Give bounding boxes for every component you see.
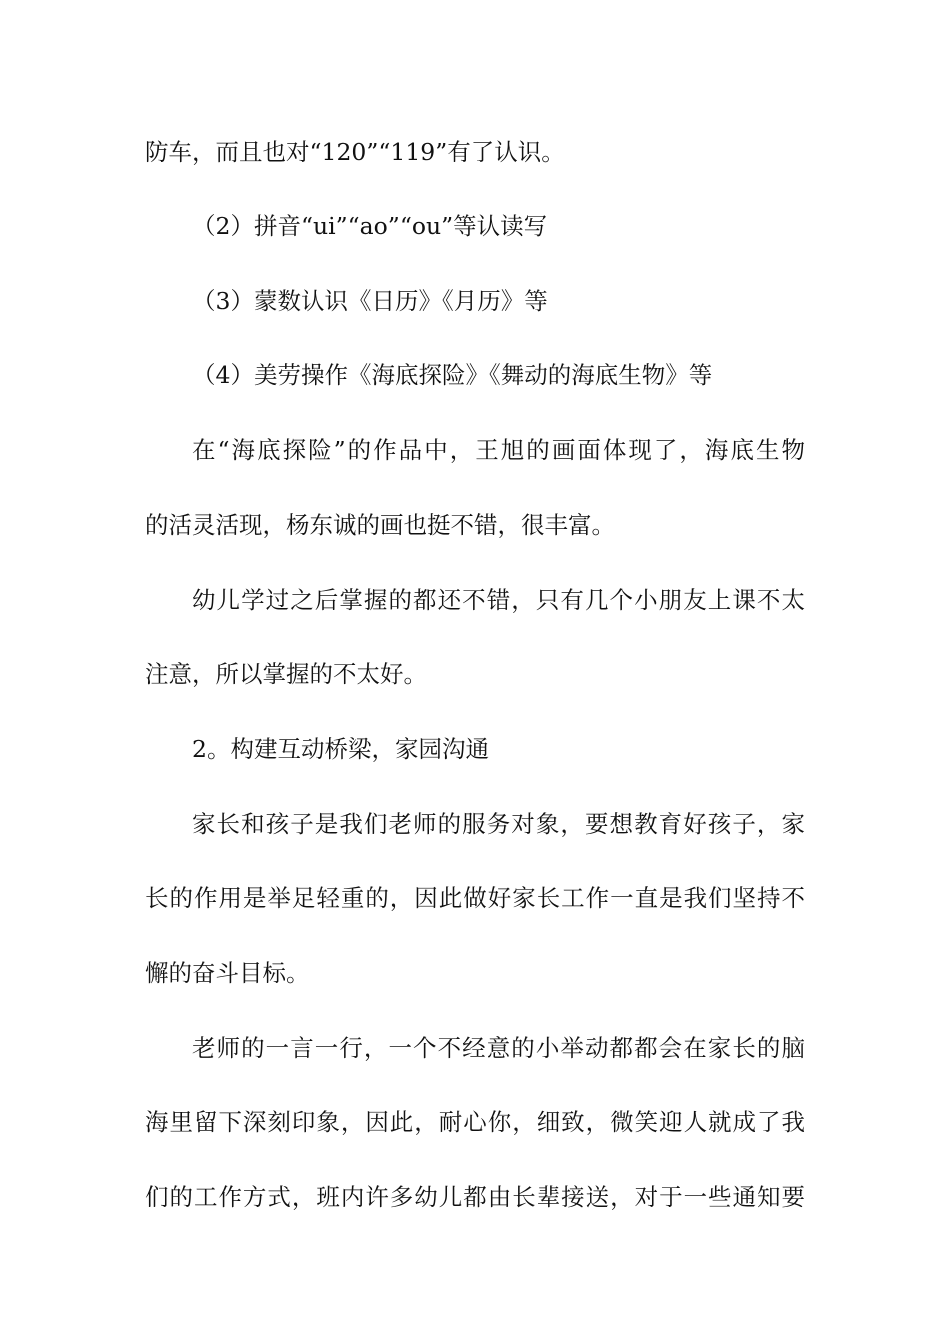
paragraph-line: 在“海底探险”的作品中，王旭的画面体现了，海底生物	[192, 436, 805, 464]
list-item: （2）拼音“ui”“ao”“ou”等认读写	[192, 212, 548, 240]
paragraph-line: 们的工作方式，班内许多幼儿都由长辈接送，对于一些通知要	[145, 1183, 805, 1211]
paragraph-line: 海里留下深刻印象，因此，耐心你，细致，微笑迎人就成了我	[145, 1108, 805, 1136]
paragraph-line: 长的作用是举足轻重的，因此做好家长工作一直是我们坚持不	[145, 884, 805, 912]
paragraph-line: 家长和孩子是我们老师的服务对象，要想教育好孩子，家	[192, 810, 805, 838]
list-item: （4）美劳操作《海底探险》《舞动的海底生物》等	[192, 361, 713, 389]
paragraph-line: 老师的一言一行，一个不经意的小举动都都会在家长的脑	[192, 1034, 805, 1062]
list-item: （3）蒙数认识《日历》《月历》等	[192, 287, 548, 315]
paragraph-line: 注意，所以掌握的不太好。	[145, 660, 427, 688]
paragraph-line: 懈的奋斗目标。	[145, 959, 310, 987]
text-line: 防车，而且也对“120”“119”有了认识。	[145, 138, 565, 166]
paragraph-line: 幼儿学过之后掌握的都还不错，只有几个小朋友上课不太	[192, 586, 805, 614]
section-heading: 2。构建互动桥梁，家园沟通	[192, 735, 489, 763]
paragraph-line: 的活灵活现，杨东诚的画也挺不错，很丰富。	[145, 511, 615, 539]
